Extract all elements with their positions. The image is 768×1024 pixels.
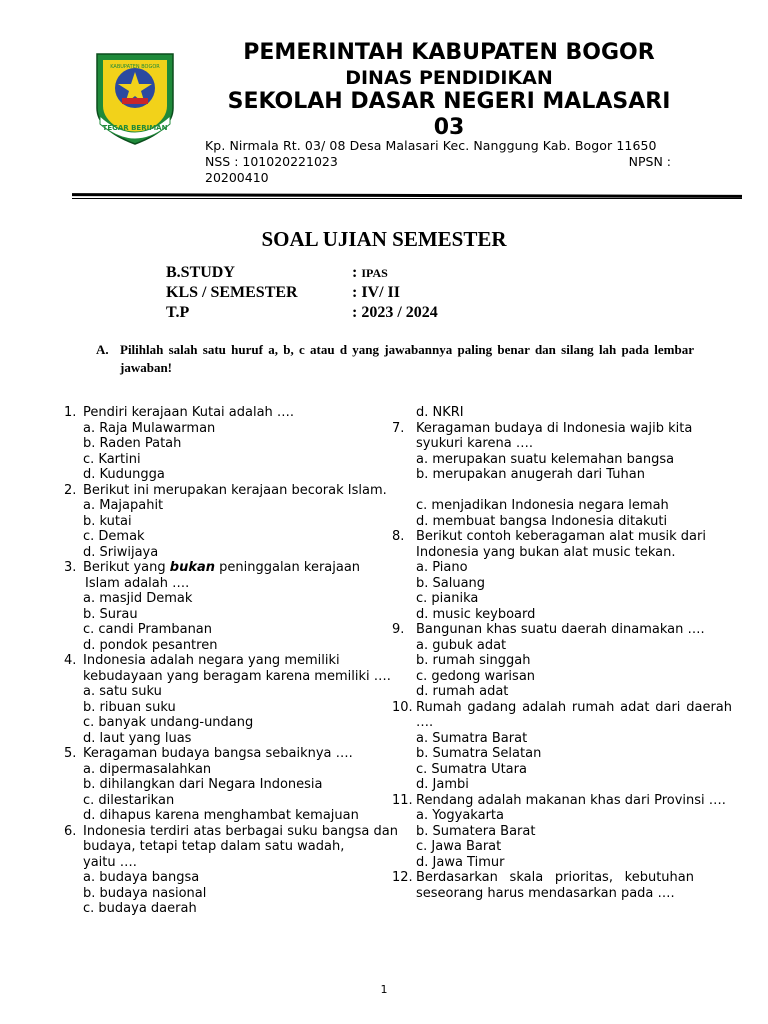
question-1 [64,405,398,421]
npsn-value: 20200410 [205,170,269,185]
question-9 [392,622,732,638]
option: a. dipermasalahkan [83,761,212,777]
instruction [96,341,694,377]
question-number: 12. [392,870,413,885]
question-number: 4. [64,653,77,668]
school-number: 03 [433,115,465,140]
meta-class [166,284,401,302]
question-text: Indonesia terdiri atas berbagai suku bangsa dan budaya, tetapi tetap dalam satu wadah, [83,823,398,854]
option: d. Sriwijaya [83,544,159,560]
header-department: DINAS PENDIDIKAN [345,67,553,89]
school-logo [92,48,178,148]
option: b. rumah singgah [416,653,531,668]
meta-year-label: T.P [166,304,190,321]
question-text: Pendiri kerajaan Kutai adalah …. [83,405,295,420]
question-text: Rendang adalah makanan khas dari Provinsi …. [416,792,726,808]
question-text: Keragaman budaya di Indonesia wajib kita syukuri karena …. [416,420,693,451]
question-number: 8. [392,529,405,544]
question-number: 2. [64,482,77,498]
question-2 [64,483,398,499]
option: b. Raden Patah [83,436,182,451]
option: d. Jambi [416,777,469,792]
option: a. Sumatra Barat [416,730,528,746]
option: d. Kudungga [83,467,165,482]
meta-subject-label: B.STUDY [166,264,235,281]
option: c. gedong warisan [416,668,536,684]
school-address: Kp. Nirmala Rt. 03/ 08 Desa Malasari Kec. Nanggung Kab. Bogor 11650 [205,138,657,153]
meta-subject-value: IPAS [361,266,388,280]
option: b. Sumatera Barat [416,823,536,839]
nss: NSS : 101020221023 [205,154,338,169]
option: a. satu suku [83,684,162,699]
option: c. pianika [416,591,479,606]
question-7 [392,421,732,452]
option: b. budaya nasional [83,885,207,901]
option: b. ribuan suku [83,699,176,715]
spacer [392,483,732,499]
question-text: Berdasarkan skala prioritas, kebutuhan seseorang harus mendasarkan pada …. [416,870,694,901]
option: b. Saluang [416,575,486,591]
page-number: 1 [380,983,388,996]
option: a. masjid Demak [83,591,193,606]
question-4 [64,653,398,684]
option: c. budaya daerah [83,901,197,916]
instruction-label: A. [96,342,109,357]
option: c. banyak undang-undang [83,715,254,730]
logo-motto: TEGAR BERIMAN [102,124,168,132]
option: a. budaya bangsa [83,870,200,885]
header-divider-thin [72,198,742,199]
option: b. Surau [83,606,138,622]
option: d. pondok pesantren [83,637,218,653]
question-text [83,560,398,576]
option: b. Sumatra Selatan [416,746,542,761]
question-number: 6. [64,823,77,839]
question-number: 11. [392,792,413,808]
question-text: Bangunan khas suatu daerah dinamakan …. [416,622,705,637]
question-text-cont: yaitu …. [83,854,137,870]
option: c. Kartini [83,451,141,467]
instruction-text: Pilihlah salah satu huruf a, b, c atau d yang jawabannya paling benar dan silang lah pada lembar jawaban! [120,342,694,375]
option: d. rumah adat [416,684,509,699]
question-text: Berikut contoh keberagaman alat musik dari [416,529,706,544]
meta-year [166,304,438,322]
option: b. kutai [83,513,132,529]
header-government: PEMERINTAH KABUPATEN BOGOR [243,40,655,65]
meta-class-label: KLS / SEMESTER [166,284,298,301]
meta-subject [166,264,388,282]
school-name: SEKOLAH DASAR NEGERI MALASARI [227,89,671,114]
question-text: Indonesia adalah negara yang memiliki kebudayaan yang beragam karena memiliki …. [83,653,391,684]
question-emphasis: bukan [169,560,215,575]
meta-subject-colon: : [352,264,362,281]
nss-row [205,154,671,169]
option: b. merupakan anugerah dari Tuhan [416,467,645,482]
option: a. Piano [416,560,468,575]
logo-text-top: KABUPATEN BOGOR [110,64,160,70]
question-number: 3. [64,560,77,575]
questions-right-column [392,405,732,901]
option: c. Demak [83,529,145,544]
question-11 [392,793,732,809]
option: a. Majapahit [83,498,164,513]
option: a. gubuk adat [416,637,507,653]
option: a. Yogyakarta [416,808,504,823]
npsn-label: NPSN : [628,154,671,169]
option: b. dihilangkan dari Negara Indonesia [83,777,323,792]
question-text-pre: Berikut yang [83,560,170,575]
questions-left-column [64,405,398,917]
option: d. laut yang luas [83,730,192,746]
question-number: 9. [392,622,405,637]
question-12 [392,870,694,901]
question-number: 5. [64,746,77,761]
question-3 [64,560,398,591]
question-6 [64,824,398,871]
question-text-cont: Indonesia yang bukan alat music tekan. [416,544,676,560]
exam-title: SOAL UJIAN SEMESTER [261,227,507,251]
option: d. music keyboard [416,606,536,622]
header-school [210,89,688,141]
question-text-cont: Islam adalah …. [85,575,190,591]
option: d. NKRI [416,405,464,420]
question-5 [64,746,398,762]
question-8 [392,529,732,560]
option: d. dihapus karena menghambat kemajuan [83,808,359,823]
meta-year-value: : 2023 / 2024 [352,304,438,321]
option: c. candi Prambanan [83,622,213,637]
question-number: 10. [392,699,413,715]
question-10 [392,700,732,731]
question-text: Berikut ini merupakan kerajaan becorak Islam. [83,482,387,498]
option: c. Sumatra Utara [416,761,527,777]
option: c. dilestarikan [83,792,175,808]
question-text-post: peninggalan kerajaan [215,560,361,575]
question-text: Rumah gadang adalah rumah adat dari daerah …. [416,699,732,730]
question-number: 7. [392,420,405,436]
question-text: Keragaman budaya bangsa sebaiknya …. [83,746,353,761]
option: d. membuat bangsa Indonesia ditakuti [416,513,668,529]
option: a. merupakan suatu kelemahan bangsa [416,451,675,467]
option: d. Jawa Timur [416,854,505,870]
question-number: 1. [64,405,77,420]
option: c. menjadikan Indonesia negara lemah [416,498,669,513]
option: c. Jawa Barat [416,839,502,854]
meta-class-value: : IV/ II [352,284,401,301]
option: a. Raja Mulawarman [83,420,216,436]
